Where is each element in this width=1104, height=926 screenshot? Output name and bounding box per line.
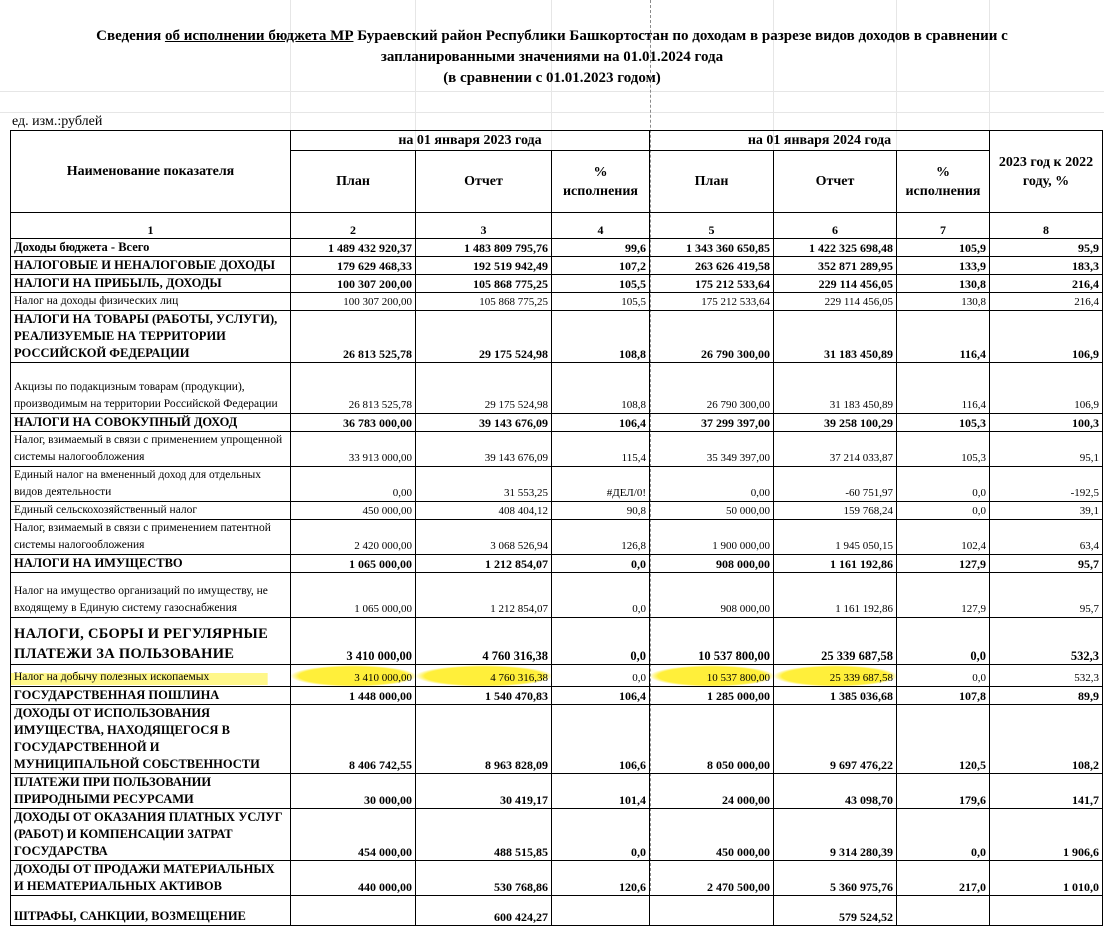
cell-col-5[interactable]: 908 000,00	[650, 555, 774, 573]
row-name[interactable]: НАЛОГИ НА ПРИБЫЛЬ, ДОХОДЫ	[11, 275, 291, 293]
cell-col-7[interactable]: 0,0	[897, 467, 990, 502]
cell-col-4[interactable]: 108,8	[552, 363, 650, 414]
cell-col-3[interactable]: 1 540 470,83	[416, 687, 552, 705]
cell-col-5[interactable]: 1 343 360 650,85	[650, 239, 774, 257]
cell-col-4[interactable]: 0,0	[552, 809, 650, 861]
cell-col-6[interactable]: 43 098,70	[774, 774, 897, 809]
cell-col-7[interactable]: 130,8	[897, 275, 990, 293]
row-name[interactable]: ГОСУДАРСТВЕННАЯ ПОШЛИНА	[11, 687, 291, 705]
cell-col-3[interactable]: 39 143 676,09	[416, 414, 552, 432]
cell-col-3[interactable]: 1 483 809 795,76	[416, 239, 552, 257]
cell-col-3[interactable]: 1 212 854,07	[416, 555, 552, 573]
units-label: ед. изм.:рублей	[12, 114, 103, 129]
cell-col-6[interactable]: 229 114 456,05	[774, 293, 897, 311]
cell-col-2[interactable]: 3 410 000,00	[291, 665, 416, 687]
table-row	[11, 896, 1103, 926]
cell-col-4[interactable]: 105,5	[552, 293, 650, 311]
cell-col-5[interactable]: 35 349 397,00	[650, 432, 774, 467]
cell-col-8[interactable]: 141,7	[990, 774, 1103, 809]
cell-col-4[interactable]: 0,0	[552, 573, 650, 618]
cell-col-8[interactable]: 39,1	[990, 502, 1103, 520]
cell-col-3[interactable]: 530 768,86	[416, 861, 552, 896]
col-num-7: 7	[897, 213, 990, 239]
cell-col-6[interactable]: 9 697 476,22	[774, 705, 897, 774]
cell-col-6[interactable]: 1 385 036,68	[774, 687, 897, 705]
cell-col-4[interactable]: 126,8	[552, 520, 650, 555]
cell-col-8[interactable]: 106,9	[990, 311, 1103, 363]
row-name[interactable]: Доходы бюджета - Всего	[11, 239, 291, 257]
table-row	[11, 809, 1103, 861]
grid-line	[0, 112, 1104, 113]
col-num-8: 8	[990, 213, 1103, 239]
cell-col-2[interactable]: 26 813 525,78	[291, 311, 416, 363]
cell-col-7[interactable]: 105,3	[897, 432, 990, 467]
cell-col-4[interactable]: 107,2	[552, 257, 650, 275]
cell-col-7[interactable]: 0,0	[897, 618, 990, 665]
cell-col-7[interactable]: 116,4	[897, 363, 990, 414]
header-compare: 2023 год к 2022 году, %	[990, 131, 1103, 213]
cell-col-2[interactable]: 440 000,00	[291, 861, 416, 896]
cell-col-7[interactable]	[897, 896, 990, 926]
header-year-2023: на 01 января 2023 года	[291, 131, 650, 151]
cell-col-4[interactable]: 108,8	[552, 311, 650, 363]
header-name: Наименование показателя	[11, 131, 291, 213]
cell-col-7[interactable]: 116,4	[897, 311, 990, 363]
cell-col-6[interactable]: 31 183 450,89	[774, 311, 897, 363]
cell-col-8[interactable]: 95,7	[990, 573, 1103, 618]
cell-col-5[interactable]: 26 790 300,00	[650, 311, 774, 363]
cell-col-2[interactable]: 1 065 000,00	[291, 573, 416, 618]
cell-col-6[interactable]: 1 161 192,86	[774, 573, 897, 618]
cell-col-4[interactable]: 120,6	[552, 861, 650, 896]
title-line-3: (в сравнении с 01.01.2023 годом)	[443, 70, 661, 86]
cell-col-7[interactable]: 127,9	[897, 555, 990, 573]
table-row	[11, 861, 1103, 896]
col-num-5: 5	[650, 213, 774, 239]
title-line-2: запланированными значениями на 01.01.2024 года	[380, 49, 724, 65]
col-num-6: 6	[774, 213, 897, 239]
cell-col-4[interactable]: 106,4	[552, 687, 650, 705]
cell-col-6[interactable]: 31 183 450,89	[774, 363, 897, 414]
cell-col-2[interactable]: 100 307 200,00	[291, 293, 416, 311]
cell-col-5[interactable]: 8 050 000,00	[650, 705, 774, 774]
table-row	[11, 555, 1103, 573]
header-pct-2023: % исполнения	[552, 151, 650, 213]
cell-col-5[interactable]: 50 000,00	[650, 502, 774, 520]
cell-col-7[interactable]: 217,0	[897, 861, 990, 896]
cell-col-4[interactable]: 101,4	[552, 774, 650, 809]
cell-col-6[interactable]: 39 258 100,29	[774, 414, 897, 432]
row-name[interactable]: Налог, взимаемый в связи с применением упрощенной системы налогообложения	[11, 432, 291, 467]
cell-col-8[interactable]: 1 010,0	[990, 861, 1103, 896]
cell-col-6[interactable]: 579 524,52	[774, 896, 897, 926]
cell-col-2[interactable]: 2 420 000,00	[291, 520, 416, 555]
cell-col-6[interactable]: 25 339 687,58	[774, 665, 897, 687]
cell-col-6[interactable]: 229 114 456,05	[774, 275, 897, 293]
table-row	[11, 687, 1103, 705]
cell-col-5[interactable]	[650, 896, 774, 926]
cell-col-8[interactable]	[990, 896, 1103, 926]
cell-col-2[interactable]: 0,00	[291, 467, 416, 502]
header-plan-2023: План	[291, 151, 416, 213]
row-name[interactable]: НАЛОГИ НА ИМУЩЕСТВО	[11, 555, 291, 573]
row-name[interactable]: Налог на имущество организаций по имуществу, не входящему в Единую систему газоснабжения	[11, 573, 291, 618]
cell-col-3[interactable]: 192 519 942,49	[416, 257, 552, 275]
table-row	[11, 573, 1103, 618]
row-name[interactable]: ДОХОДЫ ОТ ИСПОЛЬЗОВАНИЯ ИМУЩЕСТВА, НАХОДЯЩЕГОСЯ В ГОСУДАРСТВЕННОЙ И МУНИЦИПАЛЬНОЙ СОБСТВЕННОСТИ	[11, 705, 291, 774]
cell-col-7[interactable]: 0,0	[897, 502, 990, 520]
cell-col-4[interactable]	[552, 896, 650, 926]
cell-col-4[interactable]: 106,4	[552, 414, 650, 432]
report-title	[0, 26, 1104, 89]
cell-col-7[interactable]: 130,8	[897, 293, 990, 311]
cell-col-5[interactable]: 2 470 500,00	[650, 861, 774, 896]
cell-col-3[interactable]: 30 419,17	[416, 774, 552, 809]
table-row	[11, 520, 1103, 555]
cell-col-4[interactable]: #ДЕЛ/0!	[552, 467, 650, 502]
cell-col-3[interactable]: 39 143 676,09	[416, 432, 552, 467]
row-name[interactable]: ПЛАТЕЖИ ПРИ ПОЛЬЗОВАНИИ ПРИРОДНЫМИ РЕСУРСАМИ	[11, 774, 291, 809]
cell-col-8[interactable]: 108,2	[990, 705, 1103, 774]
header-report-2024: Отчет	[774, 151, 897, 213]
row-name[interactable]: Налог на доходы физических лиц	[11, 293, 291, 311]
table-row	[11, 311, 1103, 363]
cell-col-7[interactable]: 127,9	[897, 573, 990, 618]
cell-col-6[interactable]: 37 214 033,87	[774, 432, 897, 467]
cell-col-6[interactable]: 352 871 289,95	[774, 257, 897, 275]
row-name[interactable]: НАЛОГИ НА СОВОКУПНЫЙ ДОХОД	[11, 414, 291, 432]
cell-col-5[interactable]: 10 537 800,00	[650, 665, 774, 687]
cell-col-2[interactable]: 450 000,00	[291, 502, 416, 520]
cell-col-3[interactable]: 29 175 524,98	[416, 311, 552, 363]
row-name[interactable]: Налог, взимаемый в связи с применением патентной системы налогообложения	[11, 520, 291, 555]
cell-col-8[interactable]: 95,1	[990, 432, 1103, 467]
cell-col-5[interactable]: 26 790 300,00	[650, 363, 774, 414]
cell-col-4[interactable]: 0,0	[552, 555, 650, 573]
col-num-1: 1	[11, 213, 291, 239]
table-row	[11, 502, 1103, 520]
cell-col-5[interactable]: 908 000,00	[650, 573, 774, 618]
cell-col-3[interactable]: 488 515,85	[416, 809, 552, 861]
cell-col-5[interactable]: 263 626 419,58	[650, 257, 774, 275]
table-row	[11, 363, 1103, 414]
cell-col-2[interactable]: 179 629 468,33	[291, 257, 416, 275]
table-row	[11, 705, 1103, 774]
cell-col-4[interactable]: 0,0	[552, 665, 650, 687]
cell-col-5[interactable]: 450 000,00	[650, 809, 774, 861]
table-row	[11, 665, 1103, 687]
col-num-4: 4	[552, 213, 650, 239]
row-name[interactable]: ДОХОДЫ ОТ ОКАЗАНИЯ ПЛАТНЫХ УСЛУГ (РАБОТ) И КОМПЕНСАЦИИ ЗАТРАТ ГОСУДАРСТВА	[11, 809, 291, 861]
cell-col-3[interactable]: 31 553,25	[416, 467, 552, 502]
row-name[interactable]: Единый налог на вмененный доход для отдельных видов деятельности	[11, 467, 291, 502]
cell-col-5[interactable]: 175 212 533,64	[650, 275, 774, 293]
cell-col-7[interactable]: 107,8	[897, 687, 990, 705]
row-name[interactable]: НАЛОГОВЫЕ И НЕНАЛОГОВЫЕ ДОХОДЫ	[11, 257, 291, 275]
cell-col-4[interactable]: 115,4	[552, 432, 650, 467]
header-pct-2024: % исполнения	[897, 151, 990, 213]
cell-col-3[interactable]: 1 212 854,07	[416, 573, 552, 618]
cell-col-6[interactable]: -60 751,97	[774, 467, 897, 502]
cell-col-6[interactable]: 5 360 975,76	[774, 861, 897, 896]
cell-col-8[interactable]: 532,3	[990, 665, 1103, 687]
cell-col-3[interactable]: 105 868 775,25	[416, 293, 552, 311]
table-row	[11, 414, 1103, 432]
title-part-1: Сведения	[96, 28, 165, 44]
row-name[interactable]: Налог на добычу полезных ископаемых	[11, 665, 291, 687]
cell-col-8[interactable]: 1 906,6	[990, 809, 1103, 861]
cell-col-4[interactable]: 106,6	[552, 705, 650, 774]
table-row	[11, 293, 1103, 311]
cell-col-2[interactable]: 1 489 432 920,37	[291, 239, 416, 257]
title-part-2: об исполнении бюджета МР	[164, 28, 354, 44]
cell-col-7[interactable]: 179,6	[897, 774, 990, 809]
cell-col-7[interactable]: 0,0	[897, 809, 990, 861]
cell-col-5[interactable]: 0,00	[650, 467, 774, 502]
cell-col-4[interactable]: 0,0	[552, 618, 650, 665]
header-year-2024: на 01 января 2024 года	[650, 131, 990, 151]
cell-col-2[interactable]: 454 000,00	[291, 809, 416, 861]
cell-col-3[interactable]: 8 963 828,09	[416, 705, 552, 774]
table-row	[11, 432, 1103, 467]
cell-col-8[interactable]: -192,5	[990, 467, 1103, 502]
grid-line	[0, 91, 1104, 92]
cell-col-5[interactable]: 37 299 397,00	[650, 414, 774, 432]
cell-col-8[interactable]: 95,9	[990, 239, 1103, 257]
cell-col-7[interactable]: 105,9	[897, 239, 990, 257]
cell-col-5[interactable]: 10 537 800,00	[650, 618, 774, 665]
cell-col-7[interactable]: 0,0	[897, 665, 990, 687]
cell-col-2[interactable]: 3 410 000,00	[291, 618, 416, 665]
cell-col-6[interactable]: 9 314 280,39	[774, 809, 897, 861]
cell-col-8[interactable]: 89,9	[990, 687, 1103, 705]
table-row	[11, 257, 1103, 275]
cell-col-2[interactable]: 30 000,00	[291, 774, 416, 809]
cell-col-6[interactable]: 25 339 687,58	[774, 618, 897, 665]
cell-col-4[interactable]: 99,6	[552, 239, 650, 257]
cell-col-5[interactable]: 1 285 000,00	[650, 687, 774, 705]
table-row	[11, 275, 1103, 293]
cell-col-5[interactable]: 1 900 000,00	[650, 520, 774, 555]
cell-col-8[interactable]: 106,9	[990, 363, 1103, 414]
cell-col-3[interactable]: 408 404,12	[416, 502, 552, 520]
cell-col-2[interactable]: 36 783 000,00	[291, 414, 416, 432]
cell-col-4[interactable]: 90,8	[552, 502, 650, 520]
cell-col-8[interactable]: 100,3	[990, 414, 1103, 432]
cell-col-3[interactable]: 4 760 316,38	[416, 618, 552, 665]
cell-col-7[interactable]: 105,3	[897, 414, 990, 432]
cell-col-2[interactable]: 1 065 000,00	[291, 555, 416, 573]
table-row	[11, 774, 1103, 809]
header-plan-2024: План	[650, 151, 774, 213]
cell-col-8[interactable]: 216,4	[990, 293, 1103, 311]
table-row	[11, 467, 1103, 502]
row-name[interactable]: Акцизы по подакцизным товарам (продукции), производимым на территории Российской Федерации	[11, 363, 291, 414]
cell-col-3[interactable]: 4 760 316,38	[416, 665, 552, 687]
row-name[interactable]: ДОХОДЫ ОТ ПРОДАЖИ МАТЕРИАЛЬНЫХ И НЕМАТЕРИАЛЬНЫХ АКТИВОВ	[11, 861, 291, 896]
cell-col-8[interactable]: 183,3	[990, 257, 1103, 275]
cell-col-5[interactable]: 24 000,00	[650, 774, 774, 809]
cell-col-7[interactable]: 133,9	[897, 257, 990, 275]
cell-col-4[interactable]: 105,5	[552, 275, 650, 293]
cell-col-2[interactable]	[291, 896, 416, 926]
cell-col-6[interactable]: 159 768,24	[774, 502, 897, 520]
cell-col-8[interactable]: 95,7	[990, 555, 1103, 573]
cell-col-6[interactable]: 1 422 325 698,48	[774, 239, 897, 257]
cell-col-2[interactable]: 33 913 000,00	[291, 432, 416, 467]
cell-col-2[interactable]: 100 307 200,00	[291, 275, 416, 293]
cell-col-5[interactable]: 175 212 533,64	[650, 293, 774, 311]
row-name[interactable]: НАЛОГИ НА ТОВАРЫ (РАБОТЫ, УСЛУГИ), РЕАЛИЗУЕМЫЕ НА ТЕРРИТОРИИ РОССИЙСКОЙ ФЕДЕРАЦИИ	[11, 311, 291, 363]
col-num-2: 2	[291, 213, 416, 239]
cell-col-6[interactable]: 1 945 050,15	[774, 520, 897, 555]
cell-col-8[interactable]: 216,4	[990, 275, 1103, 293]
cell-col-7[interactable]: 102,4	[897, 520, 990, 555]
cell-col-6[interactable]: 1 161 192,86	[774, 555, 897, 573]
cell-col-3[interactable]: 3 068 526,94	[416, 520, 552, 555]
cell-col-2[interactable]: 8 406 742,55	[291, 705, 416, 774]
cell-col-3[interactable]: 105 868 775,25	[416, 275, 552, 293]
cell-col-2[interactable]: 1 448 000,00	[291, 687, 416, 705]
cell-col-7[interactable]: 120,5	[897, 705, 990, 774]
row-name[interactable]: ШТРАФЫ, САНКЦИИ, ВОЗМЕЩЕНИЕ	[11, 896, 291, 926]
col-num-3: 3	[416, 213, 552, 239]
cell-col-3[interactable]: 600 424,27	[416, 896, 552, 926]
cell-col-8[interactable]: 532,3	[990, 618, 1103, 665]
title-part-3: Бураевский район Республики Башкортостан по доходам в разрезе видов доходов в сравнении с	[353, 28, 1008, 44]
cell-col-2[interactable]: 26 813 525,78	[291, 363, 416, 414]
table-row	[11, 618, 1103, 665]
table-row	[11, 239, 1103, 257]
row-name[interactable]: Единый сельскохозяйственный налог	[11, 502, 291, 520]
row-name[interactable]: НАЛОГИ, СБОРЫ И РЕГУЛЯРНЫЕ ПЛАТЕЖИ ЗА ПОЛЬЗОВАНИЕ	[11, 618, 291, 665]
cell-col-3[interactable]: 29 175 524,98	[416, 363, 552, 414]
budget-table	[10, 130, 1103, 926]
cell-col-8[interactable]: 63,4	[990, 520, 1103, 555]
header-report-2023: Отчет	[416, 151, 552, 213]
